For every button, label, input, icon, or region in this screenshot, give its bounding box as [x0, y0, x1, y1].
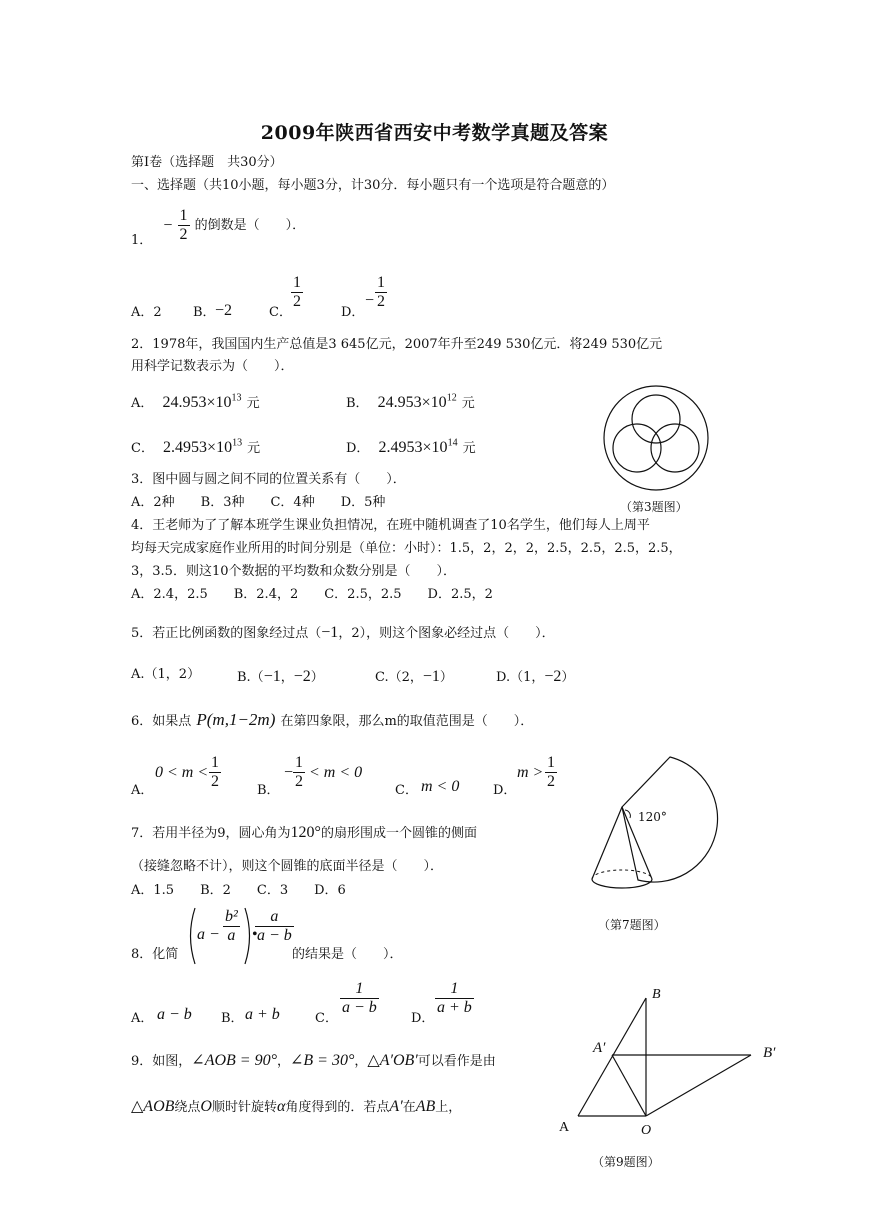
q9-label-A-prime: A′ — [593, 1040, 606, 1056]
q8-p-den: a — [227, 927, 236, 944]
q9-line2-e: 上， — [435, 1100, 462, 1115]
q9-segment-ab-text: AB — [415, 1098, 436, 1115]
q5-opt-b-close: ） — [310, 670, 324, 685]
q1-opt-d-label: D． — [341, 305, 365, 320]
q8-left-paren — [185, 906, 197, 966]
q9-line2-d: 在 — [402, 1100, 416, 1115]
q7-cone-left — [592, 807, 622, 879]
q6-d-num: 1 — [547, 754, 555, 771]
q2-line2: 用科学记数表示为（ ）． — [131, 359, 294, 374]
q8-f-num: a — [255, 908, 294, 927]
q8-d-frac — [435, 980, 474, 1017]
q6-b-frac — [293, 754, 305, 791]
q9-sep1: ， — [276, 1054, 290, 1069]
q8-inner-frac — [223, 908, 240, 945]
q6-b-post: < m < 0 — [309, 764, 363, 781]
q2-d-base: 2.4953×10 — [378, 439, 448, 456]
q2-c-label: C． — [131, 441, 154, 456]
q8-p-a: a − — [197, 926, 220, 943]
q6-c-expr: m < 0 — [421, 778, 460, 795]
q4-line2: 均每天完成家庭作业所用的时间分别是（单位：小时）：1.5，2，2，2，2.5，2.5，2.5，2.5， — [131, 541, 682, 556]
q1-opt-d-num: 1 — [377, 274, 385, 291]
q1-fraction — [178, 207, 190, 244]
q5-opt-d-y: −2 — [544, 668, 562, 685]
q6-a-den: 2 — [211, 773, 219, 790]
q7-options: A．1.5 B．2 C．3 D．6 — [131, 883, 346, 898]
q2-b-unit: 元 — [461, 396, 475, 411]
q8-b-expr: a + b — [245, 1006, 280, 1023]
q3-caption: （第3题图） — [620, 500, 688, 514]
q6-b-den: 2 — [295, 773, 303, 790]
q9-line2 — [131, 1096, 461, 1116]
q6-d-label: D． — [493, 783, 517, 798]
q6-c-label: C． — [395, 783, 418, 798]
q5-opt-b-sep: ， — [280, 670, 294, 685]
q2-c-exp: 13 — [232, 437, 243, 449]
q6-a-pre: 0 < m < — [155, 764, 209, 781]
q9-label-B: B — [652, 987, 661, 1002]
q7-stem-a: 7．若用半径为9，圆心角为 — [131, 826, 291, 841]
q1-opt-d-sign: − — [365, 292, 375, 309]
q2-c-unit: 元 — [247, 441, 261, 456]
q8-stem-b: 的结果是（ ）． — [292, 947, 403, 962]
q8-d-den: a + b — [437, 999, 472, 1016]
q1-frac-den: 2 — [179, 226, 188, 243]
q3-top-circle — [632, 395, 680, 443]
q5-opt-d — [496, 666, 574, 686]
q1-number: 1． — [131, 233, 153, 248]
q2-option-c — [131, 437, 260, 457]
q5-stem-a: 5．若正比例函数的图象经过点（ — [131, 626, 322, 641]
q5-opt-c-close: ） — [439, 670, 453, 685]
q9-segment-A1O — [612, 1055, 646, 1116]
q6-a-frac — [209, 754, 221, 791]
q5-opt-c-open: C.（2， — [375, 670, 423, 685]
q7-stem — [131, 822, 477, 842]
q5-stem — [131, 622, 555, 642]
q9-caption: （第9题图） — [592, 1155, 660, 1169]
q3-left-circle — [613, 424, 661, 472]
q2-a-base: 24.953×10 — [162, 394, 232, 411]
q5-opt-a: A.（1，2） — [131, 667, 201, 682]
q9-angle-aob: ∠AOB = 90° — [191, 1052, 277, 1069]
q7-figure — [580, 752, 720, 902]
page-title: 2009年陕西省西安中考数学真题及答案 — [260, 122, 609, 144]
q9-segment-B1O — [646, 1055, 751, 1116]
q3-options: A．2种 B．3种 C．4种 D．5种 — [131, 495, 386, 510]
q8-b-label: B． — [221, 1011, 244, 1026]
q1-opt-a: A．2 — [131, 305, 162, 320]
q9-label-A: A — [559, 1120, 570, 1135]
q3-right-circle — [651, 424, 699, 472]
q9-point-a-prime: A′ — [389, 1098, 403, 1115]
q2-d-label: D． — [346, 441, 370, 456]
q1-opt-c-den: 2 — [293, 293, 301, 310]
q8-a-expr: a − b — [157, 1006, 192, 1023]
q6-d-frac — [545, 754, 557, 791]
question-1 — [131, 204, 305, 247]
q5-opt-d-open: D.（1， — [496, 670, 545, 685]
q8-p-num: b² — [225, 908, 238, 925]
q6-a-num: 1 — [211, 754, 219, 771]
q7-angle: 120° — [290, 824, 321, 841]
q5-opt-c — [375, 666, 453, 686]
q8-c-frac — [340, 980, 379, 1017]
q5-stem-point: −1 — [321, 624, 339, 641]
q9-angle-b: ∠B = 30° — [290, 1052, 355, 1069]
q8-d-label: D． — [411, 1011, 435, 1026]
q8-f-den: a − b — [257, 927, 292, 944]
q8-stem-a: 8．化简 — [131, 947, 179, 962]
q5-opt-b-open: B.（ — [237, 670, 264, 685]
q9-line2-a: 绕点 — [174, 1100, 201, 1115]
q9-triangle-prime: △A′OB′ — [367, 1052, 418, 1069]
q1-frac-num: 1 — [179, 207, 188, 224]
q1-stem: 的倒数是（ ）． — [194, 218, 306, 233]
q8-c-num: 1 — [340, 980, 379, 999]
q6-d-pre: m > — [517, 764, 544, 781]
q6-b-num: 1 — [295, 754, 303, 771]
q5-opt-c-y: −1 — [422, 668, 440, 685]
q9-stem-a: 9．如图， — [131, 1054, 192, 1069]
q2-option-d — [346, 437, 476, 457]
q7-line2: （接缝忽略不计），则这个圆锥的底面半径是（ ）． — [131, 859, 444, 874]
q6-d-den: 2 — [547, 773, 555, 790]
q7-caption: （第7题图） — [598, 918, 666, 932]
q2-b-exp: 12 — [446, 392, 457, 404]
q8-c-label: C． — [315, 1011, 338, 1026]
q1-opt-c-num: 1 — [293, 274, 301, 291]
q7-cone-base-back — [592, 870, 652, 879]
q9-line2-c: 角度得到的．若点 — [285, 1100, 390, 1115]
section-header: 第Ⅰ卷（选择题 共30分） — [131, 155, 283, 170]
q5-opt-b-y: −2 — [293, 668, 311, 685]
q2-option-b — [346, 392, 475, 412]
q8-a-label: A． — [131, 1011, 154, 1026]
part1-instruction: 一、选择题（共10小题，每小题3分，计30分．每小题只有一个选项是符合题意的） — [131, 178, 615, 193]
q2-option-a — [131, 392, 260, 412]
q4-line3: 3，3.5．则这10个数据的平均数和众数分别是（ ）． — [131, 564, 456, 579]
q1-opt-c-frac — [291, 274, 303, 311]
q2-b-label: B． — [346, 396, 369, 411]
q8-dot: • — [252, 926, 258, 943]
q8-outer-frac — [255, 908, 294, 945]
q9-stem — [131, 1050, 496, 1070]
q8-c-den: a − b — [342, 999, 377, 1016]
q1-opt-d-frac — [375, 274, 387, 311]
q2-d-unit: 元 — [462, 441, 476, 456]
q6-point: P(m,1−2m) — [196, 710, 276, 729]
q9-stem-b: 可以看作是由 — [417, 1054, 496, 1069]
q6-b-label: B． — [257, 783, 280, 798]
q5-opt-b-x: −1 — [263, 668, 281, 685]
q8-d-num: 1 — [435, 980, 474, 999]
q1-opt-c-label: C． — [269, 305, 292, 320]
q2-a-unit: 元 — [246, 396, 260, 411]
q7-cone-base-front — [592, 879, 652, 888]
q2-d-exp: 14 — [447, 437, 458, 449]
q6-b-sign: − — [284, 764, 294, 781]
q6-a-label: A． — [131, 783, 154, 798]
q9-triangle-aob: △AOB — [131, 1098, 175, 1115]
q9-line2-b: 顺时针旋转 — [211, 1100, 277, 1115]
q9-figure — [565, 985, 775, 1130]
q1-opt-b-val: −2 — [215, 302, 233, 319]
q9-point-o: O — [200, 1098, 212, 1115]
q2-line1: 2．1978年，我国国内生产总值是3 645亿元，2007年升至249 530亿元．将249 530亿元 — [131, 337, 663, 352]
q5-stem-b: ，2），则这个图象必经过点（ ）． — [338, 626, 555, 641]
q4-options: A．2.4，2.5 B．2.4，2 C．2.5，2.5 D．2.5，2 — [131, 587, 493, 602]
q9-alpha: α — [277, 1098, 286, 1115]
q9-label-B-prime: B′ — [763, 1045, 776, 1061]
q1-frac-sign: − — [163, 216, 173, 234]
q4-line1: 4．王老师为了了解本班学生课业负担情况，在班中随机调查了10名学生，他们每人上周平 — [131, 518, 650, 533]
q1-opt-d-den: 2 — [377, 293, 385, 310]
q3-figure — [600, 382, 712, 494]
q6-stem-b: 在第四象限，那么m的取值范围是（ ）． — [280, 714, 534, 729]
q6-stem-a: 6．如果点 — [131, 714, 192, 729]
q5-opt-b — [237, 666, 324, 686]
q5-opt-d-close: ） — [561, 670, 575, 685]
q9-sep2: ， — [354, 1054, 368, 1069]
q3-stem: 3．图中圆与圆之间不同的位置关系有（ ）． — [131, 472, 406, 487]
q7-sector — [622, 757, 718, 882]
q3-outer-circle — [604, 386, 708, 490]
q9-label-O: O — [641, 1123, 652, 1138]
q7-stem-b: 的扇形围成一个圆锥的侧面 — [320, 826, 477, 841]
q2-a-label: A． — [131, 396, 154, 411]
q2-a-exp: 13 — [231, 392, 242, 404]
q2-b-base: 24.953×10 — [377, 394, 447, 411]
q1-opt-b-label: B． — [193, 305, 216, 320]
q7-fig-angle: 120° — [638, 810, 667, 824]
q6-stem — [131, 710, 533, 730]
q2-c-base: 2.4953×10 — [163, 439, 233, 456]
